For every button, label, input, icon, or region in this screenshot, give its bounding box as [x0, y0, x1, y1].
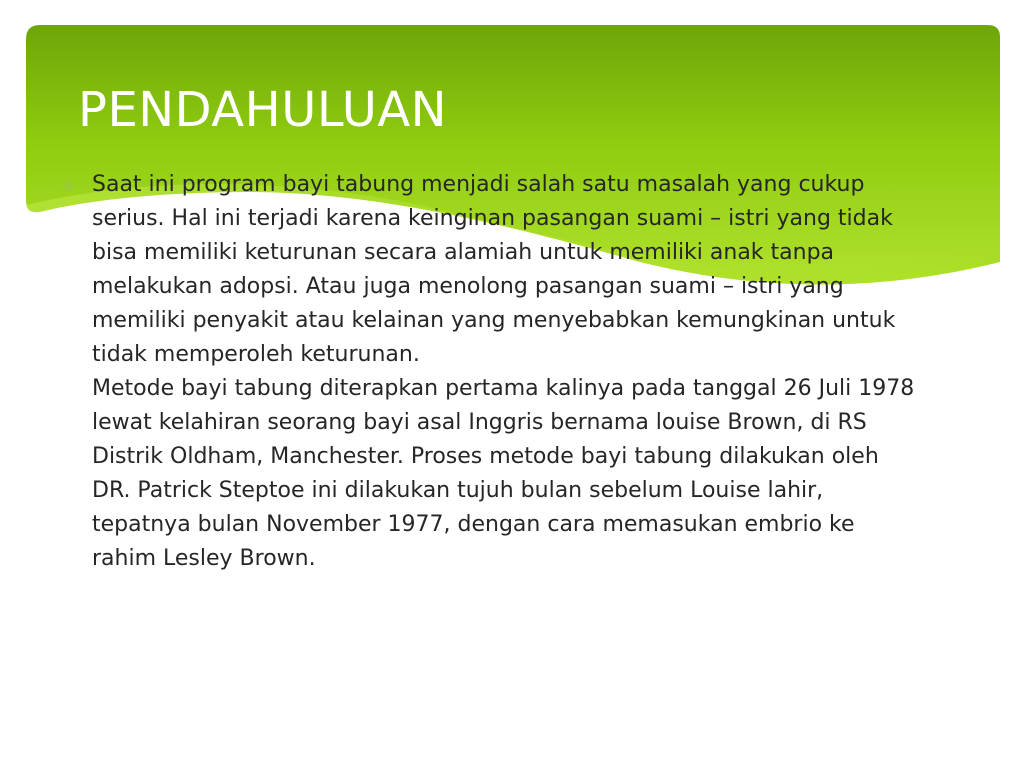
asterisk-bullet-icon [62, 179, 76, 193]
slide-title: PENDAHULUAN [78, 82, 448, 138]
content-area [62, 168, 922, 576]
bullet-item [62, 168, 922, 576]
paragraph-2: Metode bayi tabung diterapkan pertama kalinya pada tanggal 26 Juli 1978 lewat kelahiran seorang bayi asal Inggris bernama louise Brown, di RS Distrik Oldham, Manchester. Proses metode bayi tabung dilakukan oleh DR. Patrick Steptoe ini dilakukan tujuh bulan sebelum Louise lahir, tepatnya bulan November 1977, dengan cara memasukan embrio ke rahim Lesley Brown. [92, 376, 915, 571]
paragraph-1: Saat ini program bayi tabung menjadi salah satu masalah yang cukup serius. Hal ini terjadi karena keinginan pasangan suami – istri yang tidak bisa memiliki keturunan secara alamiah untuk memiliki anak tanpa melakukan adopsi. Atau juga menolong pasangan suami – istri yang memiliki penyakit atau kelainan yang menyebabkan kemungkinan untuk tidak memperoleh keturunan. [92, 172, 896, 367]
